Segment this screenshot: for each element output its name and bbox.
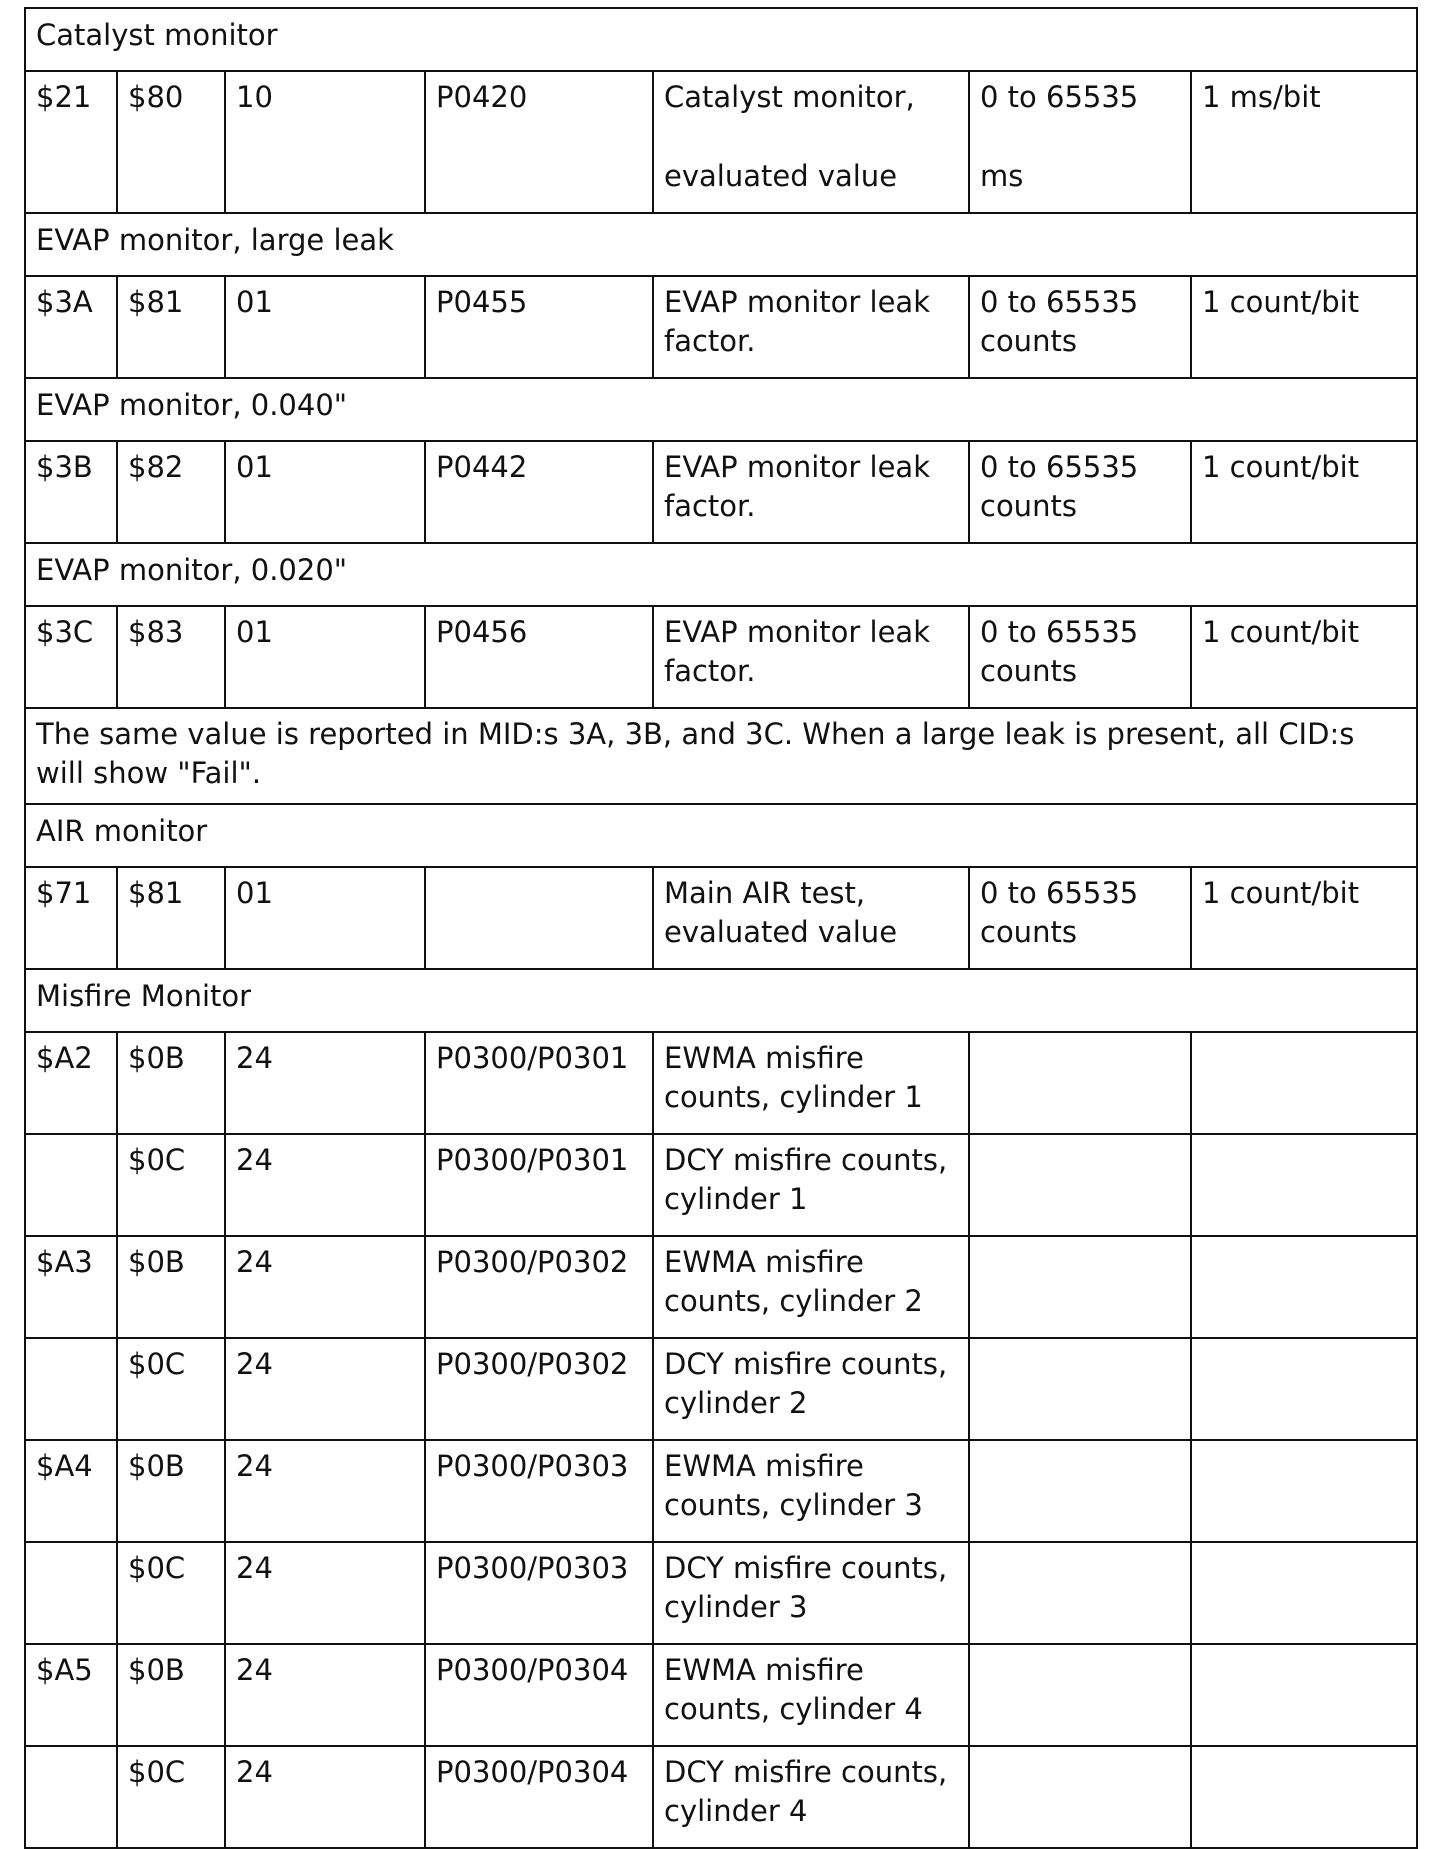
table-row xyxy=(25,1746,1417,1848)
mid-cell xyxy=(25,1746,117,1848)
range-line-2: ms xyxy=(980,159,1024,193)
range-cell: 0 to 65535 counts xyxy=(969,276,1191,378)
mid-cell: $A5 xyxy=(25,1644,117,1746)
section-header-catalyst xyxy=(25,8,1417,71)
dtc-cell xyxy=(425,867,653,969)
cid-cell: 24 xyxy=(225,1338,425,1440)
description-cell: DCY misfire counts, cylinder 1 xyxy=(653,1134,969,1236)
scaling-cell: 1 count/bit xyxy=(1191,606,1417,708)
tid-cell: $0C xyxy=(117,1746,225,1848)
tid-cell: $81 xyxy=(117,276,225,378)
range-cell xyxy=(969,1746,1191,1848)
range-cell: 0 to 65535 counts xyxy=(969,867,1191,969)
scaling-cell xyxy=(1191,1134,1417,1236)
note-row xyxy=(25,708,1417,804)
mid-cell: $A4 xyxy=(25,1440,117,1542)
scaling-cell: 1 count/bit xyxy=(1191,441,1417,543)
scaling-cell xyxy=(1191,1644,1417,1746)
cid-cell: 24 xyxy=(225,1440,425,1542)
table-row xyxy=(25,1440,1417,1542)
cid-cell: 01 xyxy=(225,867,425,969)
dtc-cell: P0300/P0301 xyxy=(425,1032,653,1134)
table-row xyxy=(25,1644,1417,1746)
table-row xyxy=(25,71,1417,213)
scaling-cell xyxy=(1191,1236,1417,1338)
section-title: EVAP monitor, 0.020" xyxy=(25,543,1417,606)
section-title: AIR monitor xyxy=(25,804,1417,867)
description-cell: DCY misfire counts, cylinder 4 xyxy=(653,1746,969,1848)
section-title: EVAP monitor, 0.040" xyxy=(25,378,1417,441)
section-title: Catalyst monitor xyxy=(25,8,1417,71)
dtc-cell: P0300/P0303 xyxy=(425,1542,653,1644)
cid-cell: 24 xyxy=(225,1542,425,1644)
description-cell: EVAP monitor leak factor. xyxy=(653,606,969,708)
section-header-evap-020 xyxy=(25,543,1417,606)
tid-cell: $83 xyxy=(117,606,225,708)
description-cell xyxy=(653,71,969,213)
dtc-cell: P0456 xyxy=(425,606,653,708)
section-header-misfire xyxy=(25,969,1417,1032)
tid-cell: $0B xyxy=(117,1440,225,1542)
tid-cell: $0C xyxy=(117,1134,225,1236)
section-header-evap-large-leak xyxy=(25,213,1417,276)
section-header-air xyxy=(25,804,1417,867)
tid-cell: $0B xyxy=(117,1032,225,1134)
tid-cell: $80 xyxy=(117,71,225,213)
cid-cell: 24 xyxy=(225,1032,425,1134)
note-text: The same value is reported in MID:s 3A, 3B, and 3C. When a large leak is present, all CID:s will show "Fail". xyxy=(25,708,1417,804)
range-cell xyxy=(969,1644,1191,1746)
range-cell xyxy=(969,71,1191,213)
cid-cell: 01 xyxy=(225,276,425,378)
description-cell: EWMA misfire counts, cylinder 2 xyxy=(653,1236,969,1338)
cid-cell: 24 xyxy=(225,1236,425,1338)
mid-cell: $A3 xyxy=(25,1236,117,1338)
tid-cell: $0C xyxy=(117,1338,225,1440)
description-cell: EVAP monitor leak factor. xyxy=(653,276,969,378)
mid-cell: $A2 xyxy=(25,1032,117,1134)
cid-cell: 01 xyxy=(225,606,425,708)
section-title: Misfire Monitor xyxy=(25,969,1417,1032)
cid-cell: 24 xyxy=(225,1134,425,1236)
table-row xyxy=(25,867,1417,969)
scaling-cell xyxy=(1191,1338,1417,1440)
table-row xyxy=(25,1338,1417,1440)
range-cell xyxy=(969,1032,1191,1134)
range-cell xyxy=(969,1236,1191,1338)
dtc-cell: P0300/P0304 xyxy=(425,1644,653,1746)
description-cell: DCY misfire counts, cylinder 3 xyxy=(653,1542,969,1644)
scaling-cell xyxy=(1191,1542,1417,1644)
description-cell: EWMA misfire counts, cylinder 1 xyxy=(653,1032,969,1134)
dtc-cell: P0300/P0302 xyxy=(425,1236,653,1338)
tid-cell: $0C xyxy=(117,1542,225,1644)
table-row xyxy=(25,1032,1417,1134)
scaling-cell: 1 ms/bit xyxy=(1191,71,1417,213)
scaling-cell xyxy=(1191,1032,1417,1134)
description-cell: EVAP monitor leak factor. xyxy=(653,441,969,543)
range-cell xyxy=(969,1440,1191,1542)
description-cell: EWMA misfire counts, cylinder 4 xyxy=(653,1644,969,1746)
cid-cell: 01 xyxy=(225,441,425,543)
mid-cell xyxy=(25,1542,117,1644)
scaling-cell xyxy=(1191,1440,1417,1542)
scaling-cell: 1 count/bit xyxy=(1191,276,1417,378)
range-cell: 0 to 65535 counts xyxy=(969,606,1191,708)
range-cell xyxy=(969,1134,1191,1236)
table-row xyxy=(25,276,1417,378)
dtc-cell: P0300/P0302 xyxy=(425,1338,653,1440)
mid-cell xyxy=(25,1338,117,1440)
range-cell xyxy=(969,1542,1191,1644)
tid-cell: $0B xyxy=(117,1644,225,1746)
tid-cell: $82 xyxy=(117,441,225,543)
description-cell: Main AIR test, evaluated value xyxy=(653,867,969,969)
dtc-cell: P0300/P0303 xyxy=(425,1440,653,1542)
mid-cell: $21 xyxy=(25,71,117,213)
description-cell: EWMA misfire counts, cylinder 3 xyxy=(653,1440,969,1542)
monitor-table xyxy=(24,7,1418,1849)
description-line-2: evaluated value xyxy=(664,159,898,193)
scaling-cell xyxy=(1191,1746,1417,1848)
table-row xyxy=(25,1236,1417,1338)
mid-cell: $3C xyxy=(25,606,117,708)
table-row xyxy=(25,606,1417,708)
description-cell: DCY misfire counts, cylinder 2 xyxy=(653,1338,969,1440)
range-cell: 0 to 65535 counts xyxy=(969,441,1191,543)
description-line-1: Catalyst monitor, xyxy=(664,80,915,114)
range-cell xyxy=(969,1338,1191,1440)
section-header-evap-040 xyxy=(25,378,1417,441)
dtc-cell: P0420 xyxy=(425,71,653,213)
section-title: EVAP monitor, large leak xyxy=(25,213,1417,276)
dtc-cell: P0442 xyxy=(425,441,653,543)
mid-cell xyxy=(25,1134,117,1236)
table-row xyxy=(25,1134,1417,1236)
tid-cell: $0B xyxy=(117,1236,225,1338)
dtc-cell: P0300/P0304 xyxy=(425,1746,653,1848)
table-row xyxy=(25,1542,1417,1644)
dtc-cell: P0455 xyxy=(425,276,653,378)
tid-cell: $81 xyxy=(117,867,225,969)
mid-cell: $71 xyxy=(25,867,117,969)
dtc-cell: P0300/P0301 xyxy=(425,1134,653,1236)
table-row xyxy=(25,441,1417,543)
cid-cell: 10 xyxy=(225,71,425,213)
cid-cell: 24 xyxy=(225,1746,425,1848)
cid-cell: 24 xyxy=(225,1644,425,1746)
range-line-1: 0 to 65535 xyxy=(980,80,1139,114)
mid-cell: $3B xyxy=(25,441,117,543)
mid-cell: $3A xyxy=(25,276,117,378)
scaling-cell: 1 count/bit xyxy=(1191,867,1417,969)
